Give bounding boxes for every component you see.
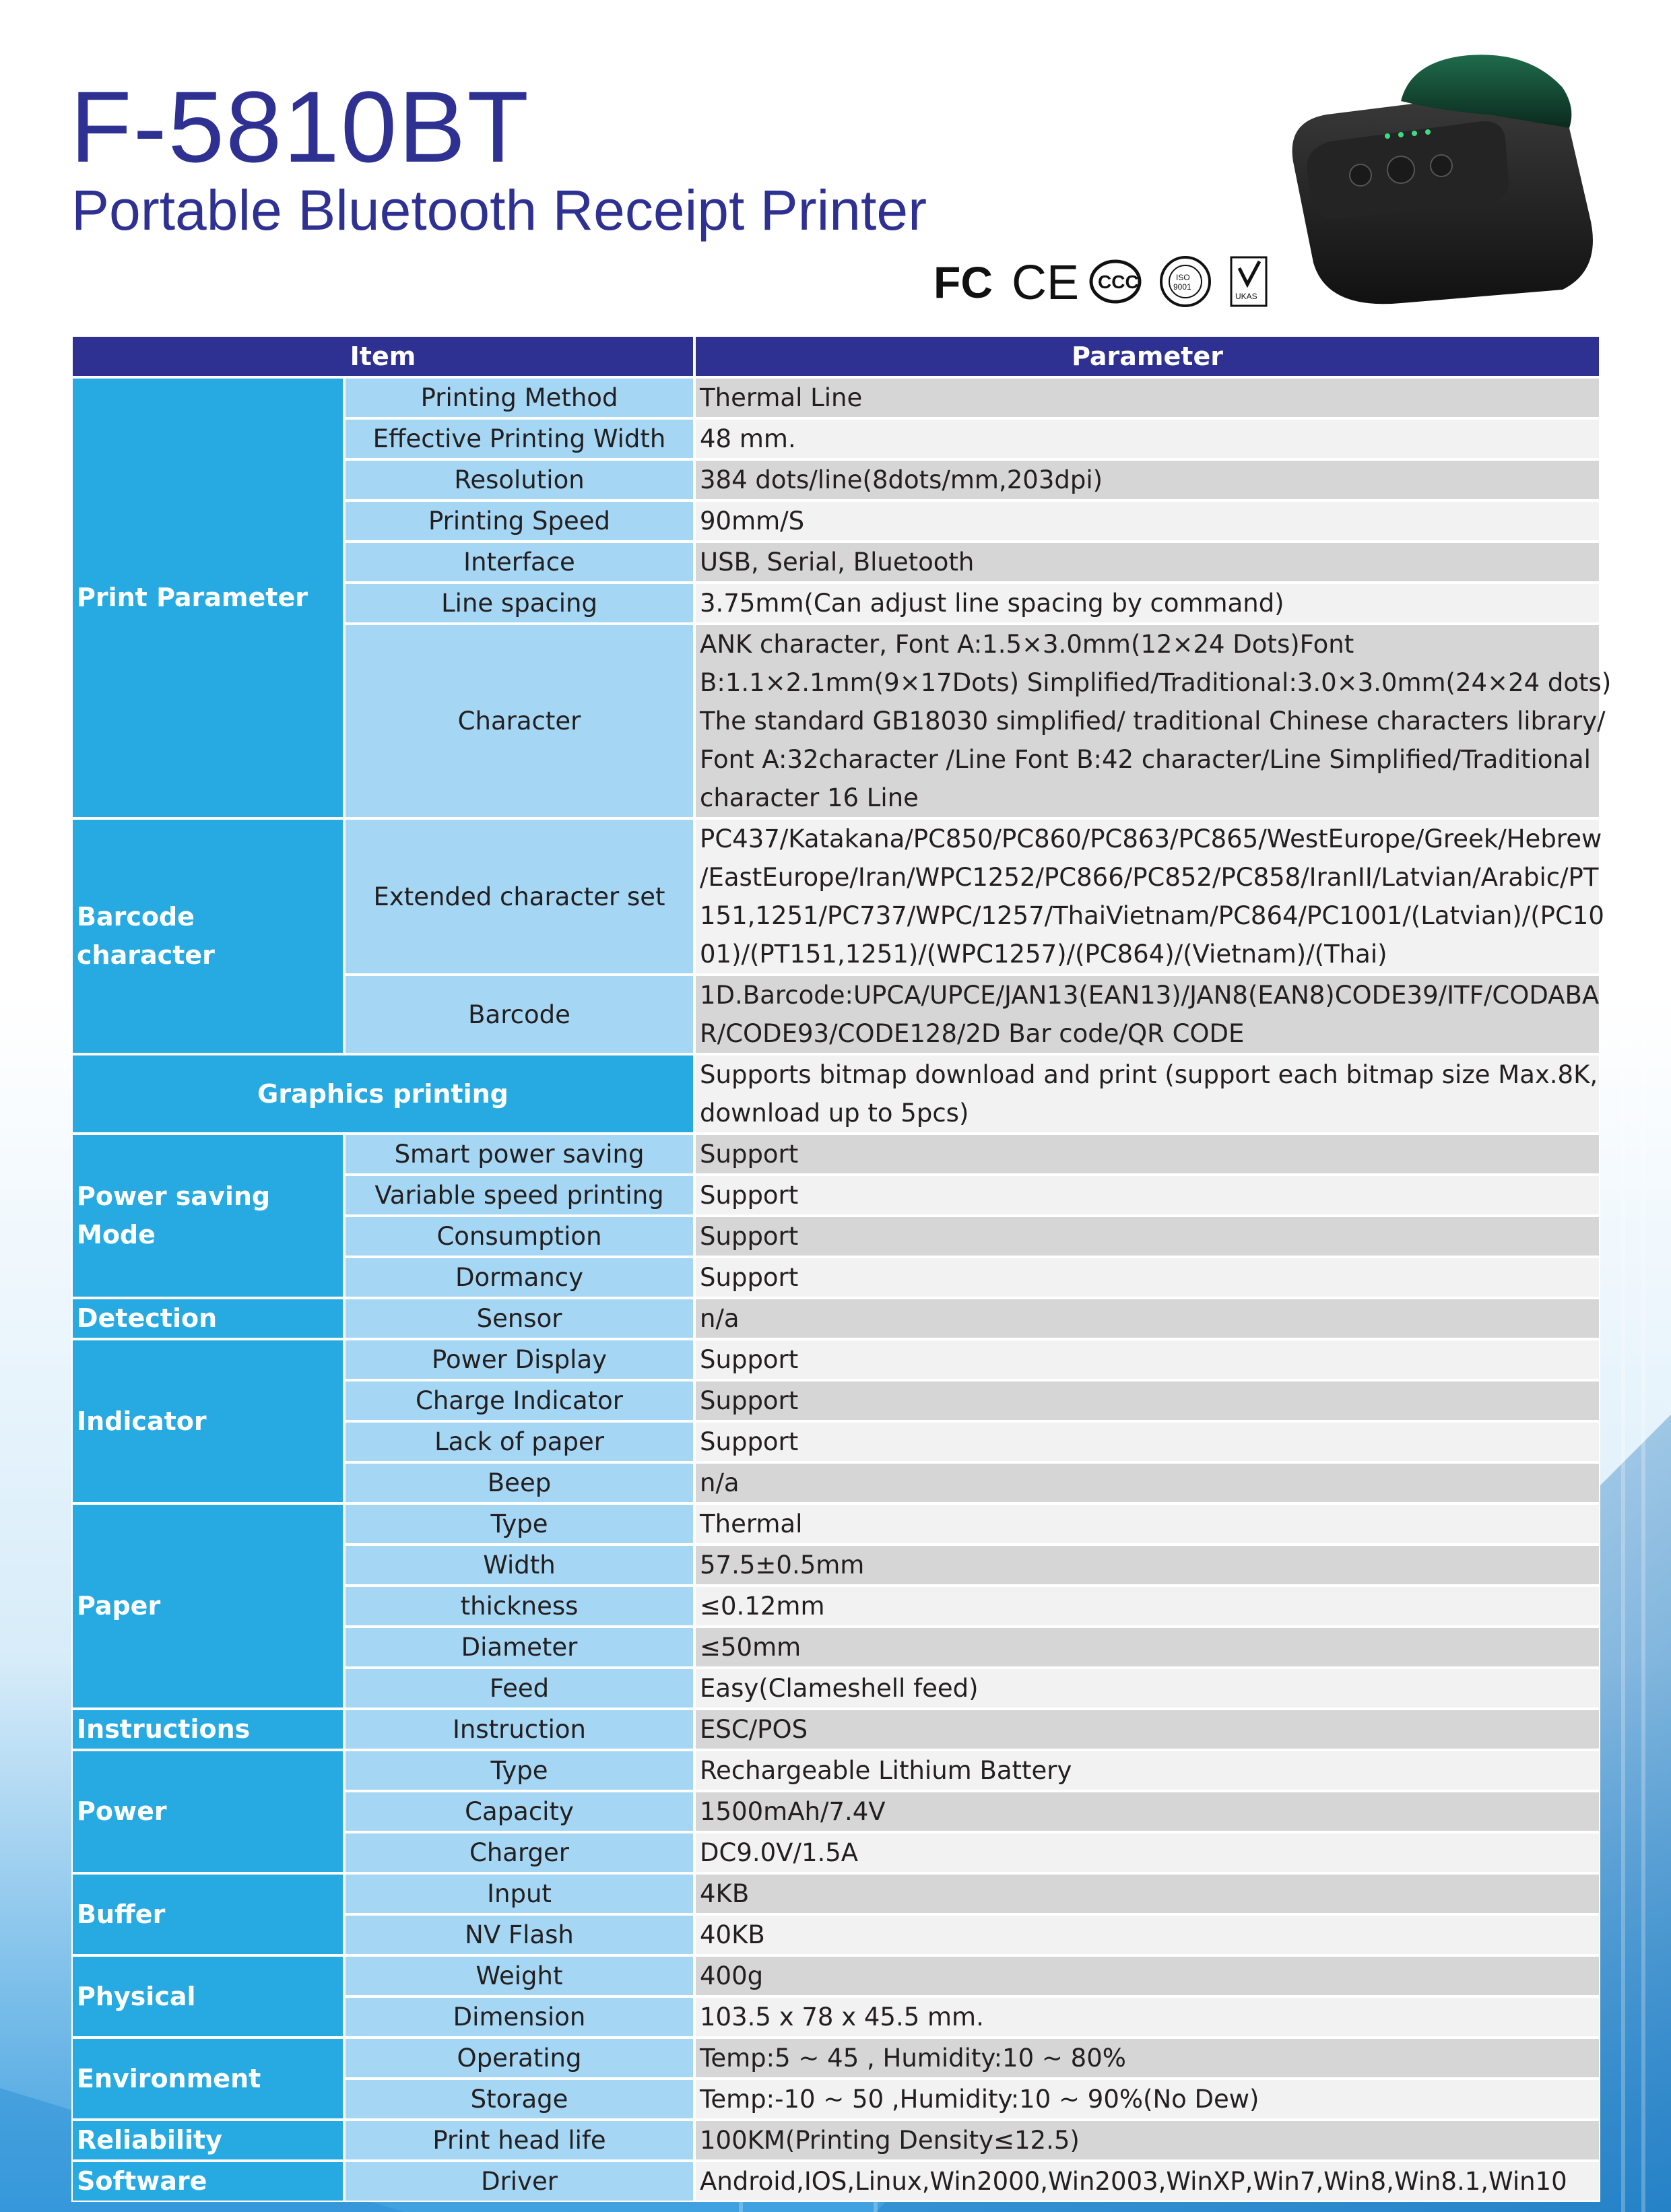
category-print-parameter: Print Parameter [71, 377, 344, 818]
svg-text:CE: CE [1012, 256, 1080, 310]
spec-value: USB, Serial, Bluetooth [694, 542, 1600, 583]
iso-9001-seal-icon [1158, 255, 1212, 308]
spec-value-line: Font A:32character /Line Font B:42 character/Line Simplified/Traditional [700, 745, 1591, 774]
spec-value-line: Supports bitmap download and print (support each bitmap size Max.8K, [700, 1060, 1598, 1089]
svg-text:UKAS: UKAS [1235, 292, 1257, 301]
spec-value [694, 975, 1600, 1054]
spec-item: Sensor [344, 1298, 694, 1339]
spec-item: thickness [344, 1586, 694, 1627]
spec-item: Type [344, 1503, 694, 1544]
spec-row [71, 2038, 1600, 2079]
spec-item: Resolution [344, 459, 694, 500]
model-title: F-5810BT [70, 70, 530, 183]
spec-item: Storage [344, 2079, 694, 2120]
spec-value: Android,IOS,Linux,Win2000,Win2003,WinXP,Win7,Win8,Win8.1,Win10 [694, 2161, 1600, 2202]
product-subtitle: Portable Bluetooth Receipt Printer [71, 178, 927, 242]
spec-value [694, 818, 1604, 975]
spec-value: ESC/POS [694, 1709, 1600, 1750]
svg-text:ISO: ISO [1176, 273, 1190, 282]
spec-item: Charge Indicator [344, 1380, 694, 1421]
category-buffer: Buffer [71, 1873, 344, 1955]
spec-value: ≤0.12mm [694, 1586, 1600, 1627]
spec-value: Thermal [694, 1503, 1600, 1544]
spec-row [71, 1709, 1600, 1750]
spec-value: 57.5±0.5mm [694, 1544, 1600, 1586]
spec-value-line: download up to 5pcs) [700, 1099, 969, 1128]
category-barcode-character: Barcode character [71, 818, 344, 1054]
spec-item: Variable speed printing [344, 1175, 694, 1216]
spec-value-line: PC437/Katakana/PC850/PC860/PC863/PC865/WestEurope/Greek/Hebrew [700, 824, 1602, 853]
category-power: Power [71, 1750, 344, 1873]
spec-value [694, 624, 1612, 818]
spec-value: Temp:5 ~ 45 , Humidity:10 ~ 80% [694, 2038, 1600, 2079]
category-instructions: Instructions [71, 1709, 344, 1750]
spec-value: Support [694, 1134, 1600, 1175]
spec-value: Temp:-10 ~ 50 ,Humidity:10 ~ 90%(No Dew) [694, 2079, 1600, 2120]
category-paper: Paper [71, 1503, 344, 1709]
spec-value: Rechargeable Lithium Battery [694, 1750, 1600, 1791]
spec-row [71, 377, 1600, 418]
category-environment: Environment [71, 2038, 344, 2120]
spec-value: 103.5 x 78 x 45.5 mm. [694, 1996, 1600, 2038]
spec-row [71, 1873, 1600, 1914]
category-reliability: Reliability [71, 2120, 344, 2161]
spec-value-line: 1D.Barcode:UPCA/UPCE/JAN13(EAN13)/JAN8(EAN8)CODE39/ITF/CODABA [700, 981, 1600, 1010]
spec-item: Smart power saving [344, 1134, 694, 1175]
ccc-logo-icon [1088, 255, 1142, 308]
spec-row [71, 2120, 1600, 2161]
spec-value: 40KB [694, 1914, 1600, 1955]
fc-logo-icon [932, 255, 994, 308]
spec-value-line: ANK character, Font A:1.5×3.0mm(12×24 Dots)Font [700, 630, 1354, 659]
category-power-saving-mode: Power saving Mode [71, 1134, 344, 1298]
spec-item: Effective Printing Width [344, 418, 694, 459]
spec-value: n/a [694, 1462, 1600, 1503]
spec-item: Consumption [344, 1216, 694, 1257]
spec-value-line: The standard GB18030 simplified/ traditional Chinese characters library/ [700, 707, 1606, 736]
spec-item: Barcode [344, 975, 694, 1054]
spec-value: 90mm/S [694, 500, 1600, 542]
spec-item: Input [344, 1873, 694, 1914]
spec-row [71, 2161, 1600, 2202]
spec-row [71, 1134, 1600, 1175]
column-header-parameter: Parameter [694, 335, 1600, 377]
spec-value-line: /EastEurope/Iran/WPC1252/PC866/PC852/PC858/IranII/Latvian/Arabic/PT [700, 863, 1599, 892]
spec-item: Character [344, 624, 694, 818]
spec-value: 4KB [694, 1873, 1600, 1914]
spec-row [71, 818, 1600, 975]
category-indicator: Indicator [71, 1339, 344, 1503]
category-software: Software [71, 2161, 344, 2202]
spec-item: NV Flash [344, 1914, 694, 1955]
ukas-mark-icon [1228, 255, 1269, 308]
svg-text:CCC: CCC [1098, 271, 1139, 292]
spec-item: Diameter [344, 1627, 694, 1668]
spec-table-body [71, 377, 1612, 2202]
printer-image [1266, 47, 1623, 303]
spec-item: Operating [344, 2038, 694, 2079]
spec-row [71, 1503, 1600, 1544]
spec-item: Capacity [344, 1791, 694, 1832]
spec-row [71, 1750, 1600, 1791]
spec-item: Line spacing [344, 583, 694, 624]
spec-value: ≤50mm [694, 1627, 1600, 1668]
spec-value: 100KM(Printing Density≤12.5) [694, 2120, 1600, 2161]
spec-item: Interface [344, 542, 694, 583]
spec-item: Width [344, 1544, 694, 1586]
spec-item: Power Display [344, 1339, 694, 1380]
spec-value: 1500mAh/7.4V [694, 1791, 1600, 1832]
spec-value: Support [694, 1175, 1600, 1216]
spec-value: Thermal Line [694, 377, 1600, 418]
spec-value: Support [694, 1257, 1600, 1298]
ce-logo-icon [1010, 255, 1080, 310]
spec-item: Charger [344, 1832, 694, 1873]
spec-item: Driver [344, 2161, 694, 2202]
spec-item: Print head life [344, 2120, 694, 2161]
spec-value: DC9.0V/1.5A [694, 1832, 1600, 1873]
spec-item: Extended character set [344, 818, 694, 975]
spec-item: Type [344, 1750, 694, 1791]
spec-value: Support [694, 1421, 1600, 1462]
spec-value-line: R/CODE93/CODE128/2D Bar code/QR CODE [700, 1019, 1245, 1048]
spec-value: 3.75mm(Can adjust line spacing by command) [694, 583, 1600, 624]
spec-row [71, 1054, 1600, 1134]
certification-marks [932, 255, 1269, 308]
category-physical: Physical [71, 1955, 344, 2038]
column-header-item: Item [71, 335, 694, 377]
spec-value: n/a [694, 1298, 1600, 1339]
spec-item: Printing Method [344, 377, 694, 418]
spec-value: Support [694, 1339, 1600, 1380]
spec-item: Instruction [344, 1709, 694, 1750]
category-detection: Detection [71, 1298, 344, 1339]
spec-value: Easy(Clameshell feed) [694, 1668, 1600, 1709]
spec-item: Feed [344, 1668, 694, 1709]
spec-item: Lack of paper [344, 1421, 694, 1462]
spec-row [71, 1298, 1600, 1339]
spec-value-line: character 16 Line [700, 783, 919, 812]
spec-value [694, 1054, 1600, 1134]
spec-value: 400g [694, 1955, 1600, 1996]
spec-table-header [71, 335, 1600, 377]
category-graphics-printing: Graphics printing [71, 1054, 694, 1134]
svg-text:FC: FC [933, 257, 993, 307]
spec-value-line: 151,1251/PC737/WPC/1257/ThaiVietnam/PC864/PC1001/(Latvian)/(PC10 [700, 901, 1604, 930]
spec-value-line: 01)/(PT151,1251)/(WPC1257)/(PC864)/(Vietnam)/(Thai) [700, 940, 1387, 969]
spec-item: Beep [344, 1462, 694, 1503]
spec-item: Printing Speed [344, 500, 694, 542]
spec-value: Support [694, 1380, 1600, 1421]
spec-row [71, 1955, 1600, 1996]
spec-row [71, 1339, 1600, 1380]
spec-value-line: B:1.1×2.1mm(9×17Dots) Simplified/Traditional:3.0×3.0mm(24×24 dots) [700, 668, 1612, 697]
svg-text:9001: 9001 [1173, 282, 1191, 292]
spec-item: Dimension [344, 1996, 694, 2038]
spec-item: Dormancy [344, 1257, 694, 1298]
spec-value: 384 dots/line(8dots/mm,203dpi) [694, 459, 1600, 500]
spec-value: Support [694, 1216, 1600, 1257]
spec-item: Weight [344, 1955, 694, 1996]
spec-value: 48 mm. [694, 418, 1600, 459]
spec-table [71, 335, 1612, 2202]
